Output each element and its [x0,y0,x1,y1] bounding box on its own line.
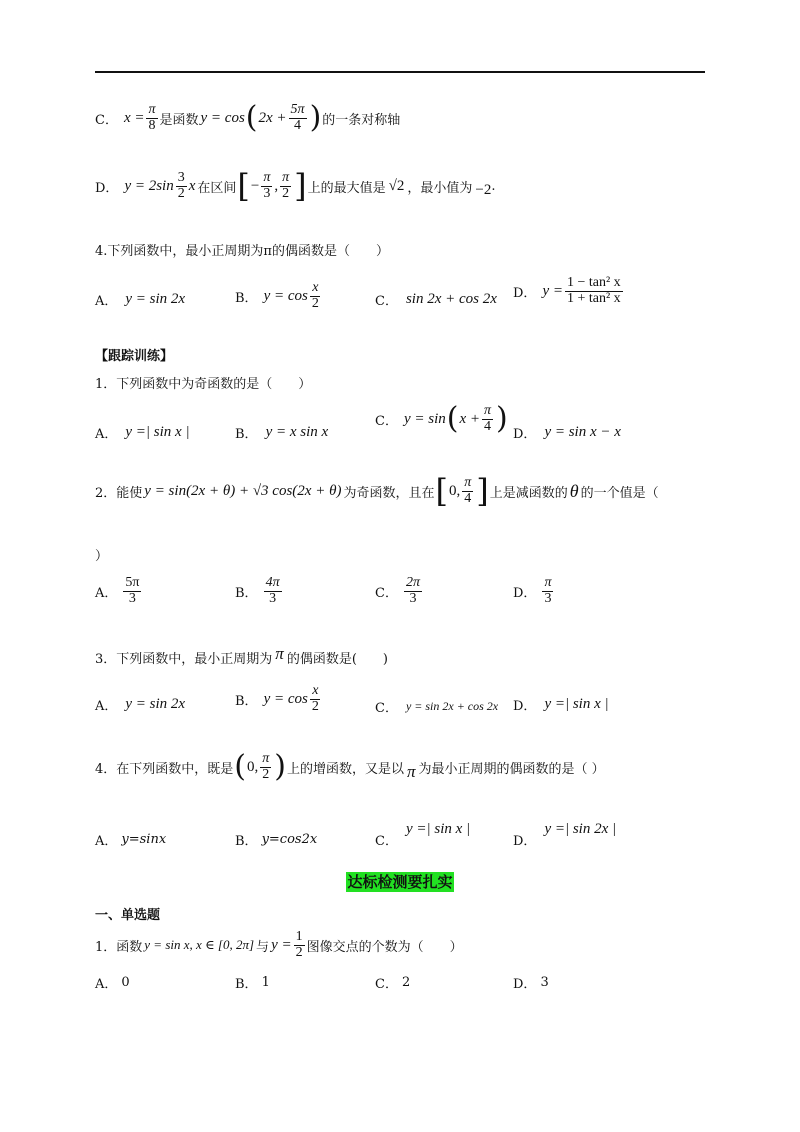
s1-option-a[interactable]: A． 0 [95,975,130,992]
q4-option-a[interactable]: A． y = sin 2x [95,291,186,309]
single-choice-question-1-stem: 1．函数 y = sin x, x ∈ [0, 2π] 与 y = $\frac{1}{2}$ 图像交点的个数为（ ） [95,929,463,960]
t2-option-c[interactable]: C． $\frac{2\pi}{3}$ [375,575,420,606]
s1-option-b[interactable]: B． 1 [235,975,270,992]
tracking-question-4-stem: 4．在下列函数中，既是 ( 0, $\frac{\pi}{2}$ ) 上的增函数，又是以 π 为最小正周期的偶函数的是（ ） [95,749,605,785]
prev-option-d: D． y = 2sin $\frac{3}{2}$ x 在区间 [ − $\frac{\pi}{3}$ , $\frac{\pi}{2}$ ] 上的最大值是 √2 ，最小值为 −2 . [95,167,496,205]
tracking-question-1-stem: 1．下列函数中为奇函数的是（ ） [95,377,312,392]
section-heading-tracking: 【跟踪训练】 [95,349,174,364]
section-banner: 达标检测要扎实 [347,873,453,891]
q4-option-b[interactable]: B． y = cos $\frac{x}{2}$ [235,280,319,311]
t1-option-b[interactable]: B． y = x sin x [235,424,329,442]
q4-option-d[interactable]: D． y = $\frac{\text{1 − tan² x}}{\text{1 + tan² x}}$ [513,275,621,306]
q4-option-c[interactable]: C． sin 2x + cos 2x [375,291,497,309]
t4-option-d[interactable]: D． y =| sin 2x | [513,821,617,849]
t4-option-b[interactable]: B． y=cos2x [235,832,318,849]
t4-option-a[interactable]: A． y=sinx [95,832,167,849]
t3-option-d[interactable]: D． y =| sin x | [513,696,609,714]
t2-option-d[interactable]: D． $\frac{\pi}{3}$ [513,575,552,606]
t3-option-b[interactable]: B． y = cos $\frac{x}{2}$ [235,683,319,714]
tracking-question-2-stem: 2．能使 y = sin(2x + θ) + √3 cos(2x + θ) 为奇函数，且在 [ 0, $\frac{\pi}{4}$ ] 上是减函数的 θ 的一个值是（ [95,472,659,510]
tracking-question-3-stem: 3．下列函数中，最小正周期为 π 的偶函数是( ) [95,644,388,667]
section-heading-single-choice: 一、单选题 [95,908,161,923]
t2-option-b[interactable]: B． $\frac{4\pi}{3}$ [235,575,280,606]
question-4-stem: 4.下列函数中，最小正周期为π的偶函数是（ ） [95,244,389,259]
t1-option-c[interactable]: C． y = sin ( x + $\frac{\pi}{4}$ ) [375,401,508,437]
s1-option-c[interactable]: C． 2 [375,975,411,992]
tracking-question-2-close: ） [95,549,109,564]
s1-option-d[interactable]: D． 3 [513,975,549,992]
t2-option-a[interactable]: A． $\frac{5\pi}{3}$ [95,575,140,606]
prev-option-c: C． x = $\frac{\pi}{8}$ 是函数 y = cos ( 2x + $\frac{5\pi}{4}$ ) 的一条对称轴 [95,100,401,136]
t3-option-a[interactable]: A． y = sin 2x [95,696,186,714]
t1-option-a[interactable]: A． y =| sin x | [95,424,190,442]
t3-option-c[interactable]: C． y = sin 2x + cos 2x [375,699,499,716]
header-rule [95,71,705,73]
t1-option-d[interactable]: D． y = sin x − x [513,424,621,442]
t4-option-c[interactable]: C． y =| sin x | [375,821,471,849]
